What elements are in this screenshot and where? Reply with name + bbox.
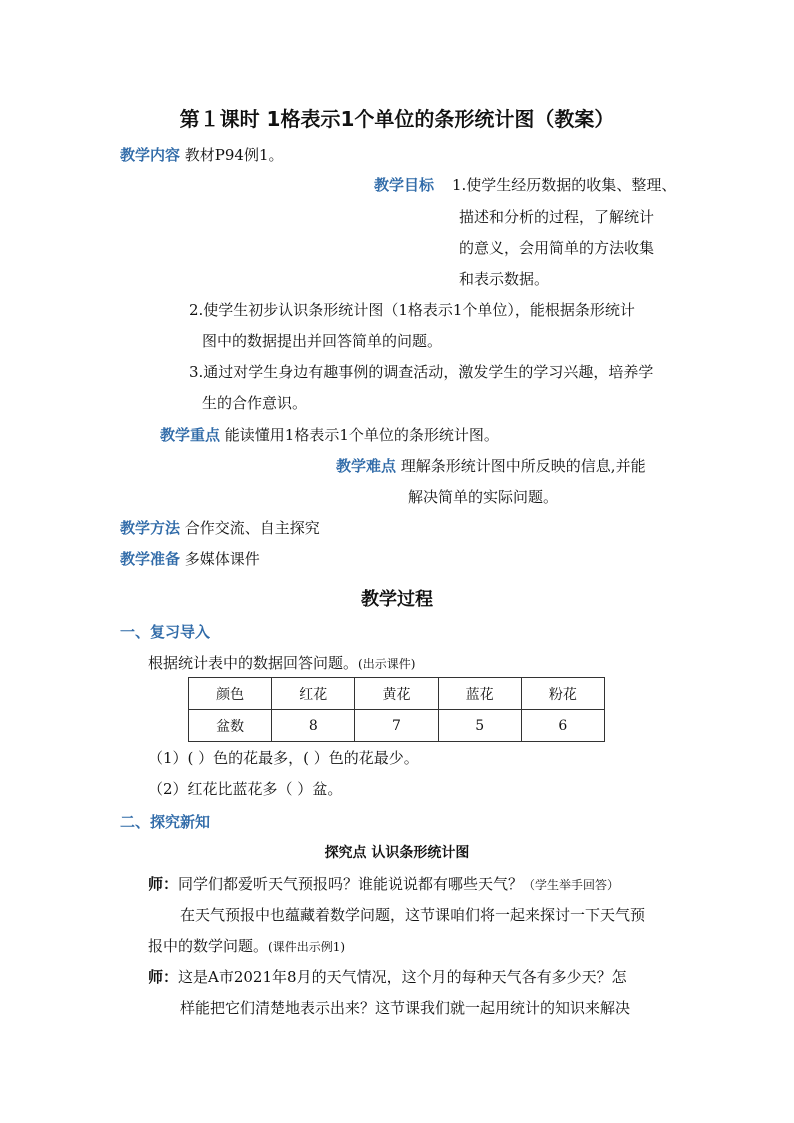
key-row — [160, 425, 499, 445]
paragraph-2-line2 — [148, 936, 345, 957]
goal1-line2: 描述和分析的过程，了解统计 — [459, 208, 655, 226]
table-cell: 8 — [272, 710, 355, 742]
paragraph-2-line1: 在天气预报中也蕴藏着数学问题，这节课咱们将一起来探讨一下天气预 — [180, 906, 646, 924]
paragraph-3-text: 这是A市2021年8月的天气情况，这个月的每种天气各有多少天？怎 — [178, 968, 627, 986]
table-cell: 7 — [355, 710, 438, 742]
table-header-cell: 粉花 — [521, 678, 604, 710]
paragraph-2-text: 报中的数学问题。 — [148, 937, 269, 955]
goal2-line1: 2.使学生初步认识条形统计图（1格表示1个单位），能根据条形统计 — [189, 301, 635, 319]
goal1-line3: 的意义，会用简单的方法收集 — [459, 239, 655, 257]
table-header-cell: 蓝花 — [438, 678, 521, 710]
key-text: 能读懂用1格表示1个单位的条形统计图。 — [224, 426, 499, 444]
part1-intro-note: (出示课件) — [358, 657, 416, 671]
goals-label: 教学目标 — [374, 176, 435, 194]
method-label: 教学方法 — [120, 519, 181, 537]
difficulty-row — [336, 456, 646, 476]
flower-table — [188, 677, 605, 742]
key-label: 教学重点 — [160, 426, 221, 444]
paragraph-3-line1 — [148, 967, 627, 987]
table-header-cell: 黄花 — [355, 678, 438, 710]
goal1-line1: 1.使学生经历数据的收集、整理、 — [452, 176, 677, 194]
table-row-label: 盆数 — [189, 710, 272, 742]
question-2: （2）红花比蓝花多（ ）盆。 — [148, 780, 343, 798]
paragraph-1-text: 同学们都爱听天气预报吗？谁能说说都有哪些天气？ — [178, 875, 524, 893]
table-row — [189, 710, 605, 742]
goal1-line4: 和表示数据。 — [459, 270, 550, 288]
goal3-line1: 3.通过对学生身边有趣事例的调查活动，激发学生的学习兴趣，培养学 — [189, 363, 654, 381]
table-cell: 6 — [521, 710, 604, 742]
table-header-cell: 红花 — [272, 678, 355, 710]
difficulty-line1: 理解条形统计图中所反映的信息,并能 — [400, 457, 646, 475]
prep-label: 教学准备 — [120, 550, 181, 568]
page-title: 第１课时 1格表示1个单位的条形统计图（教案） — [179, 107, 615, 131]
prep-row — [120, 549, 260, 569]
part2-heading: 二、探究新知 — [120, 813, 211, 831]
content-label: 教学内容 — [120, 146, 181, 164]
part1-heading: 一、复习导入 — [120, 623, 211, 641]
speaker-label: 师： — [148, 968, 179, 986]
question-1: （1）( ）色的花最多，( ）色的花最少。 — [148, 749, 419, 767]
difficulty-label: 教学难点 — [336, 457, 397, 475]
difficulty-line2: 解决简单的实际问题。 — [408, 488, 559, 506]
paragraph-1-note: （学生举手回答） — [523, 878, 620, 892]
process-title: 教学过程 — [361, 589, 433, 610]
part1-intro: 根据统计表中的数据回答问题。 — [148, 654, 359, 672]
content-text: 教材P94例1。 — [184, 146, 284, 164]
table-header-cell: 颜色 — [189, 678, 272, 710]
paragraph-3-line2: 样能把它们清楚地表示出来？这节课我们就一起用统计的知识来解决 — [180, 999, 631, 1017]
table-cell: 5 — [438, 710, 521, 742]
method-row — [120, 518, 320, 538]
paragraph-1 — [148, 874, 619, 895]
goal3-line2: 生的合作意识。 — [202, 394, 308, 412]
part2-subheading: 探究点 认识条形统计图 — [324, 845, 470, 861]
table-header-row — [189, 678, 605, 710]
method-text: 合作交流、自主探究 — [184, 519, 320, 537]
paragraph-2-note: (课件出示例1) — [268, 940, 346, 954]
goal2-line2: 图中的数据提出并回答简单的问题。 — [202, 332, 443, 350]
part1-intro-row — [148, 653, 415, 674]
speaker-label: 师： — [148, 875, 179, 893]
content-row — [120, 145, 284, 165]
prep-text: 多媒体课件 — [184, 550, 260, 568]
